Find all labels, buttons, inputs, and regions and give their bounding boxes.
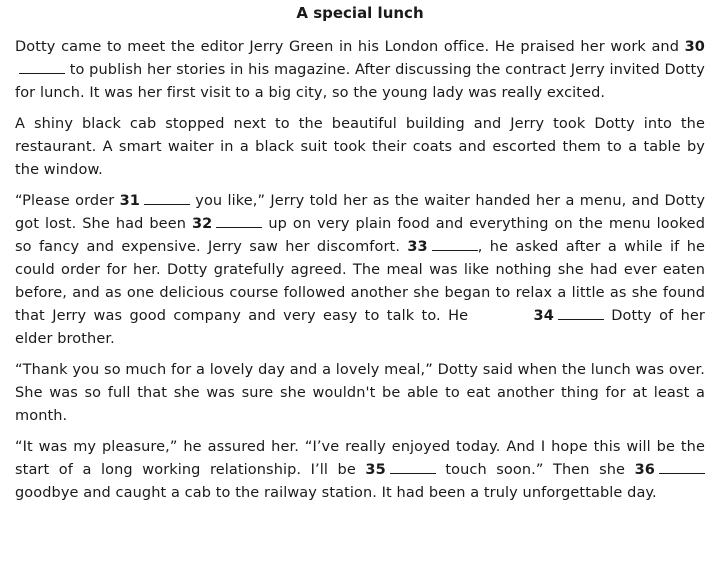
paragraph-text: Dotty of her elder brother. xyxy=(15,308,705,347)
answer-blank[interactable] xyxy=(216,215,262,228)
gap-number: 32 xyxy=(191,216,213,232)
answer-blank[interactable] xyxy=(390,461,436,474)
paragraph xyxy=(15,113,705,182)
paragraph-text: touch soon.” Then she xyxy=(435,462,635,478)
answer-blank[interactable] xyxy=(144,192,190,205)
gap-number: 31 xyxy=(119,193,140,209)
paragraph-text: “Thank you so much for a lovely day and a lovely meal,” Dotty said when the lunch was over. She was so full that she was sure she wouldn't be able to eat another thing for at least a month. xyxy=(15,362,705,424)
document-title: A special lunch xyxy=(296,4,424,22)
answer-blank[interactable] xyxy=(558,307,604,320)
document-body xyxy=(15,36,705,505)
gap-number: 34 xyxy=(533,308,554,324)
paragraph-text: up on very plain food and everything on the menu looked so fancy and expensive. Jerry saw her discomfort. xyxy=(15,216,706,255)
paragraph-text: to publish her stories in his magazine. After discussing the contract Jerry invited Dotty for lunch. It was her first visit to a big city, so the young lady was really excited. xyxy=(15,62,705,101)
answer-blank[interactable] xyxy=(659,461,705,474)
paragraph-text: Dotty came to meet the editor Jerry Green in his London office. He praised her work and xyxy=(15,39,685,55)
paragraph-text: you like,” Jerry told her as the waiter handed her a menu, and Dotty got lost. She had been xyxy=(15,193,706,232)
paragraph-text: A shiny black cab stopped next to the beautiful building and Jerry took Dotty into the restaurant. A smart waiter in a black suit took their coats and escorted them to a table by the window. xyxy=(15,116,705,178)
paragraph-text: , he asked after a while if he could order for her. Dotty gratefully agreed. The meal was like nothing she had ever eaten before, and as one delicious course followed another she began to relax a little as she found that Jerry was good company and very easy to talk to. He xyxy=(15,239,705,324)
paragraph-text: goodbye and caught a cab to the railway station. It had been a truly unforgettable day. xyxy=(15,485,657,501)
paragraph-text: “Please order xyxy=(15,193,120,209)
gap-number: 35 xyxy=(365,462,386,478)
paragraph xyxy=(15,359,705,428)
answer-blank[interactable] xyxy=(432,238,478,251)
paragraph xyxy=(15,436,705,505)
paragraph xyxy=(15,36,705,105)
paragraph xyxy=(15,190,705,351)
answer-blank[interactable] xyxy=(19,61,65,74)
gap-number: 36 xyxy=(634,462,655,478)
gap-number: 33 xyxy=(407,239,428,255)
paragraph-text: “It was my pleasure,” he assured her. “I’ve really enjoyed today. And I hope this will be the start of a long working relationship. I’ll be xyxy=(15,439,705,478)
gap-number: 30 xyxy=(684,39,705,55)
